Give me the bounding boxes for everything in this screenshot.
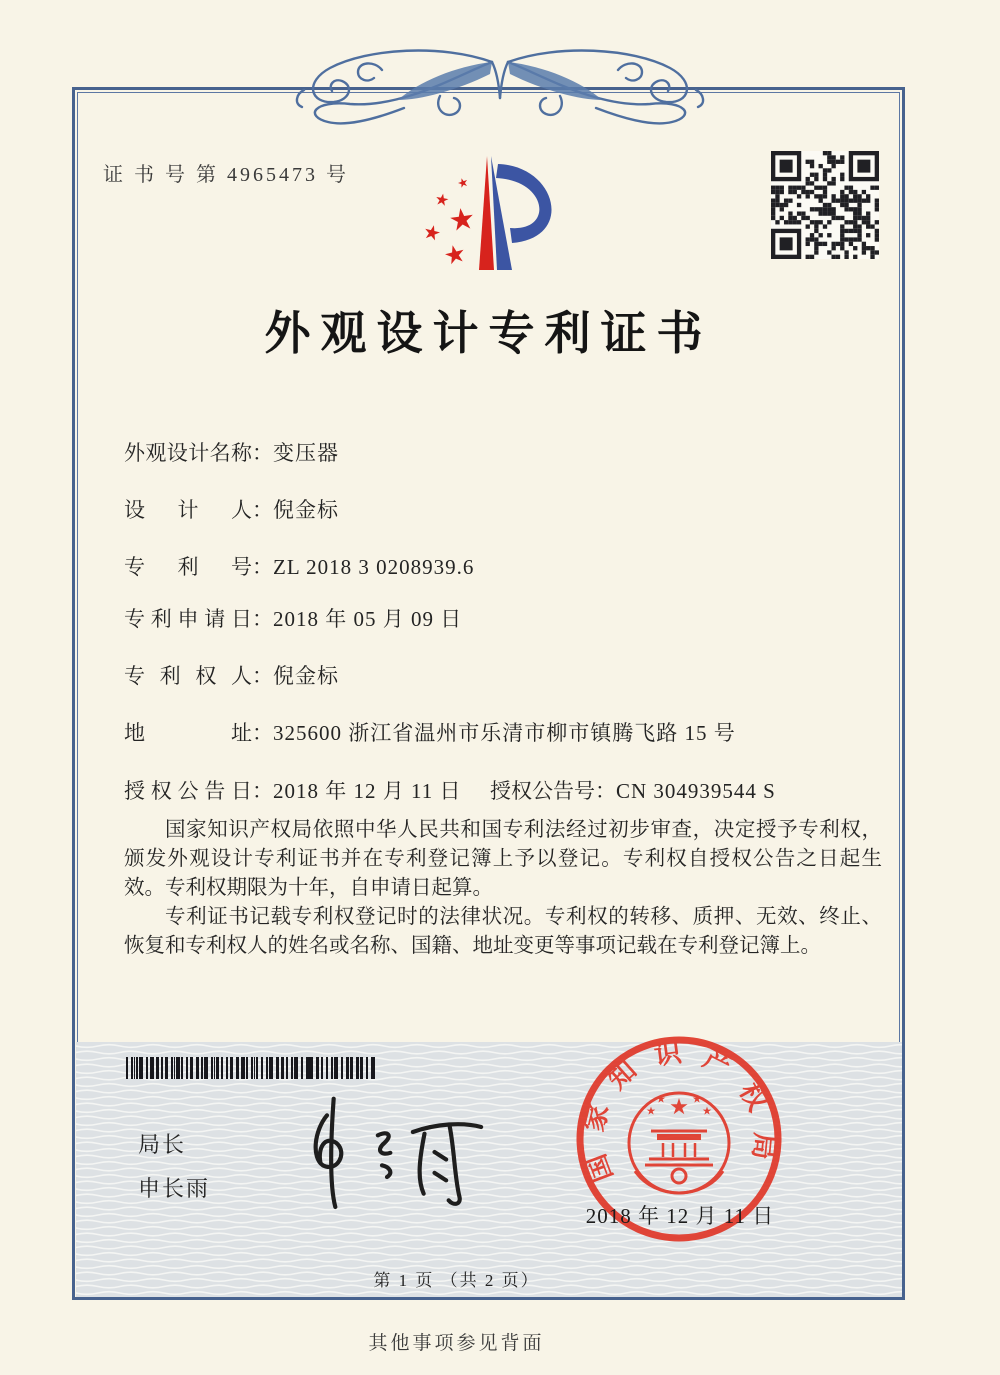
certificate-title: 外观设计专利证书 <box>264 308 713 359</box>
field-value: 2018 年 12 月 11 日 <box>273 779 462 803</box>
field-value: 变压器 <box>273 441 339 465</box>
field-patentee <box>124 660 884 690</box>
certificate-number: 证 书 号 第 4965473 号 <box>103 164 349 186</box>
field-design-name <box>124 437 884 467</box>
field-label: 地址 <box>124 721 252 745</box>
colon: ： <box>252 607 273 631</box>
field-label: 外观设计名称 <box>124 441 252 465</box>
colon: ： <box>252 664 273 688</box>
signatory-name: 申长雨 <box>138 1176 211 1201</box>
field-value: 325600 浙江省温州市乐清市柳市镇腾飞路 15 号 <box>273 721 736 745</box>
field-label: 专利号 <box>124 555 252 579</box>
barcode <box>126 1057 376 1079</box>
field-value: ZL 2018 3 0208939.6 <box>273 555 475 579</box>
seal-date: 2018 年 12 月 11 日 <box>585 1204 775 1228</box>
colon: ： <box>252 441 273 465</box>
colon: ： <box>595 779 616 803</box>
field-address <box>124 717 884 747</box>
field-label: 授权公告日 <box>124 779 252 803</box>
colon: ： <box>252 498 273 522</box>
legal-paragraph: 国家知识产权局依照中华人民共和国专利法经过初步审查，决定授予专利权，颁发外观设计专利证书并在专利登记簿上予以登记。专利权自授权公告之日起生效。专利权期限为十年，自申请日起算。 <box>124 819 882 899</box>
field-label: 专利申请日 <box>124 607 252 631</box>
field-grant-date <box>124 775 884 805</box>
field-value: 倪金标 <box>273 664 339 688</box>
field-value: CN 304939544 S <box>616 779 776 803</box>
colon: ： <box>252 555 273 579</box>
legal-paragraph: 专利证书记载专利权登记时的法律状况。专利权的转移、质押、无效、终止、恢复和专利权人的姓名或名称、国籍、地址变更等事项记载在专利登记簿上。 <box>124 906 882 957</box>
colon: ： <box>252 779 273 803</box>
field-label: 设计人 <box>124 498 252 522</box>
field-patent-number <box>124 551 884 581</box>
signatory-title: 局长 <box>138 1132 187 1157</box>
qr-code <box>771 151 879 259</box>
page-number: 第 1 页 （共 2 页） <box>373 1271 540 1290</box>
legal-text <box>124 816 882 961</box>
field-filing-date <box>124 603 884 633</box>
cnipa-logo-icon <box>415 150 575 275</box>
field-value: 倪金标 <box>273 498 339 522</box>
field-value: 2018 年 05 月 09 日 <box>273 607 463 631</box>
field-label: 授权公告号 <box>490 779 595 803</box>
back-note: 其他事项参见背面 <box>368 1333 545 1354</box>
field-designer <box>124 494 884 524</box>
border-flourish-ornament <box>285 40 715 134</box>
field-grant-number <box>490 775 776 805</box>
colon: ： <box>252 721 273 745</box>
signature-handwriting <box>272 1092 507 1217</box>
seal-text: 国家知识产权局 <box>578 1037 780 1186</box>
field-label: 专利权人 <box>124 664 252 688</box>
